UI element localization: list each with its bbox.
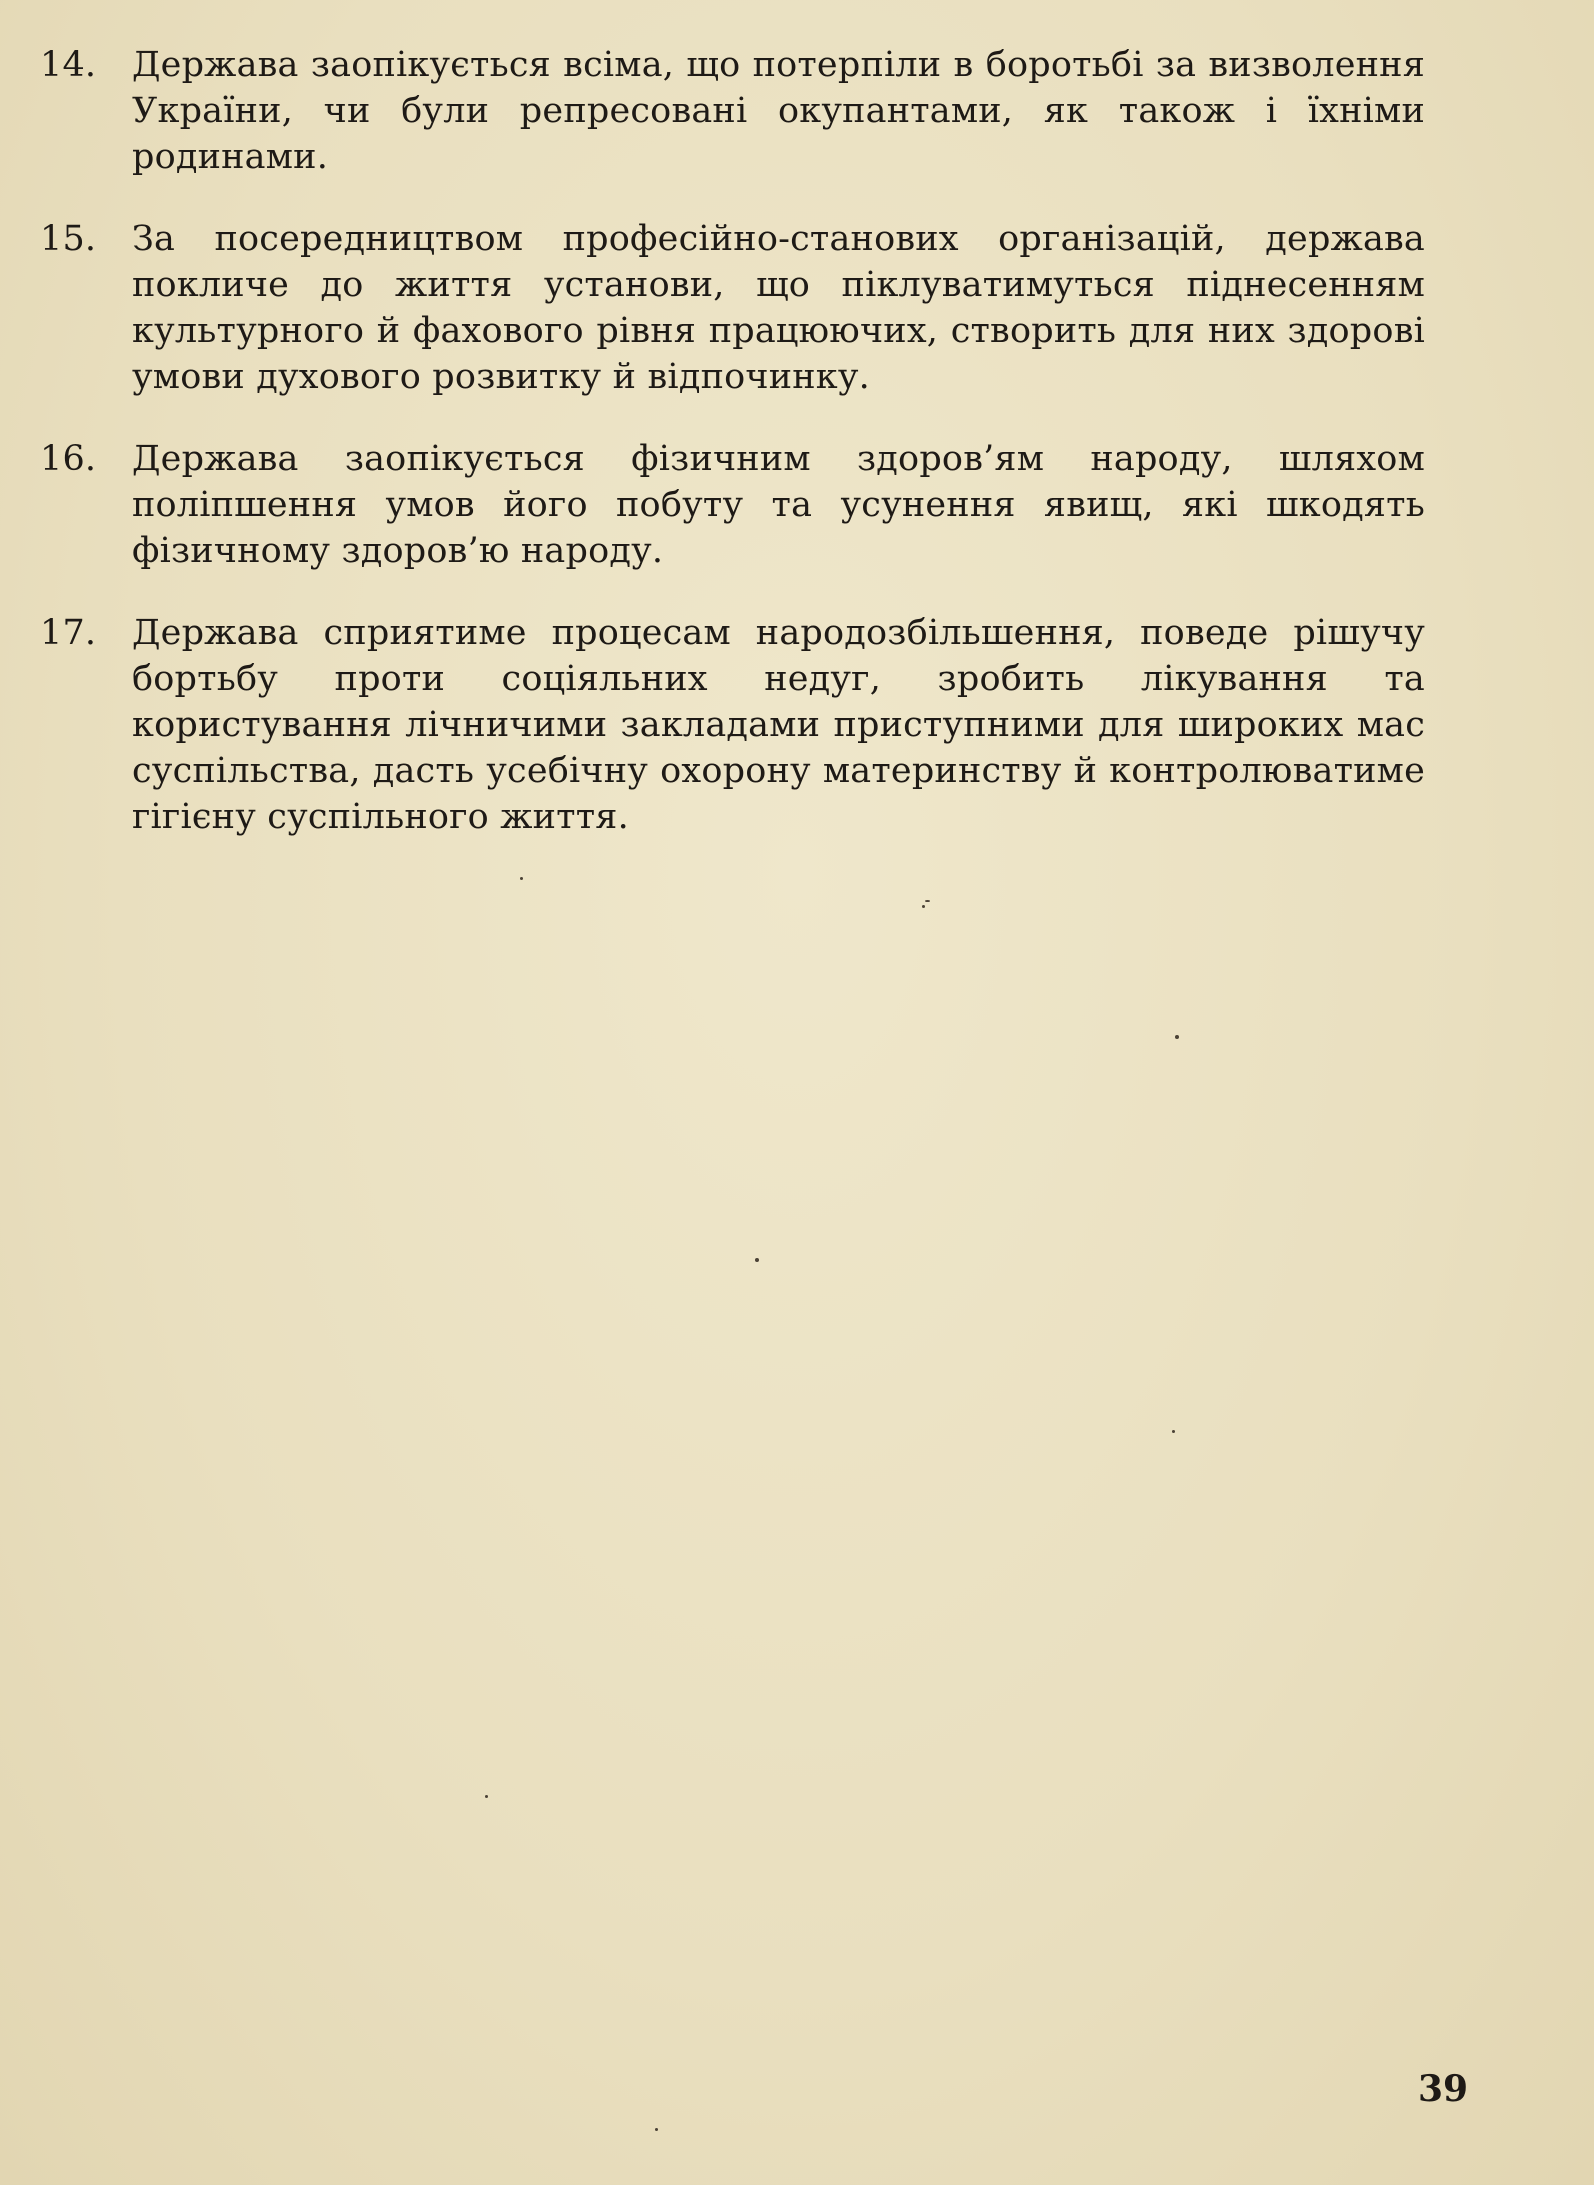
article-text: Держава заопікується всіма, що потерпіли в боротьбі за визволення України, чи були репресовані окупантами, як також і їхніми родинами. <box>132 45 1425 177</box>
article-number: 16. <box>40 439 97 479</box>
paper-speck <box>655 2128 658 2131</box>
paper-speck <box>1175 1035 1179 1039</box>
paper-speck <box>922 905 925 908</box>
article-item-14 <box>40 42 1425 180</box>
article-text: Держава сприятиме процесам народозбільшення, поведе рішучу бортьбу проти соціяльних недуг, зробить лікування та користування лічничими закладами приступними для широких мас суспільства, дасть усебічну охорону материнству й контролюватиме гігієну суспільного життя. <box>132 613 1425 837</box>
paper-speck <box>755 1258 759 1262</box>
article-number: 14. <box>40 45 97 85</box>
article-number: 15. <box>40 219 97 259</box>
article-item-15 <box>40 216 1425 400</box>
article-number: 17. <box>40 613 97 653</box>
article-list <box>40 42 1425 876</box>
paper-speck <box>520 877 523 880</box>
article-item-16 <box>40 436 1425 574</box>
article-item-17 <box>40 610 1425 840</box>
page-number: 39 <box>1418 2068 1469 2110</box>
paper-speck <box>925 900 930 902</box>
paper-speck <box>485 1795 488 1798</box>
article-text: За посередництвом професійно-станових організацій, держава покличе до життя установи, що піклуватимуться піднесенням культурного й фахового рівня працюючих, створить для них здорові умови духового розвитку й відпочинку. <box>132 219 1425 397</box>
article-text: Держава заопікується фізичним здоров’ям народу, шляхом поліпшення умов його побуту та усунення явищ, які шкодять фізичному здоров’ю народу. <box>132 439 1425 571</box>
paper-speck <box>1172 1430 1175 1433</box>
